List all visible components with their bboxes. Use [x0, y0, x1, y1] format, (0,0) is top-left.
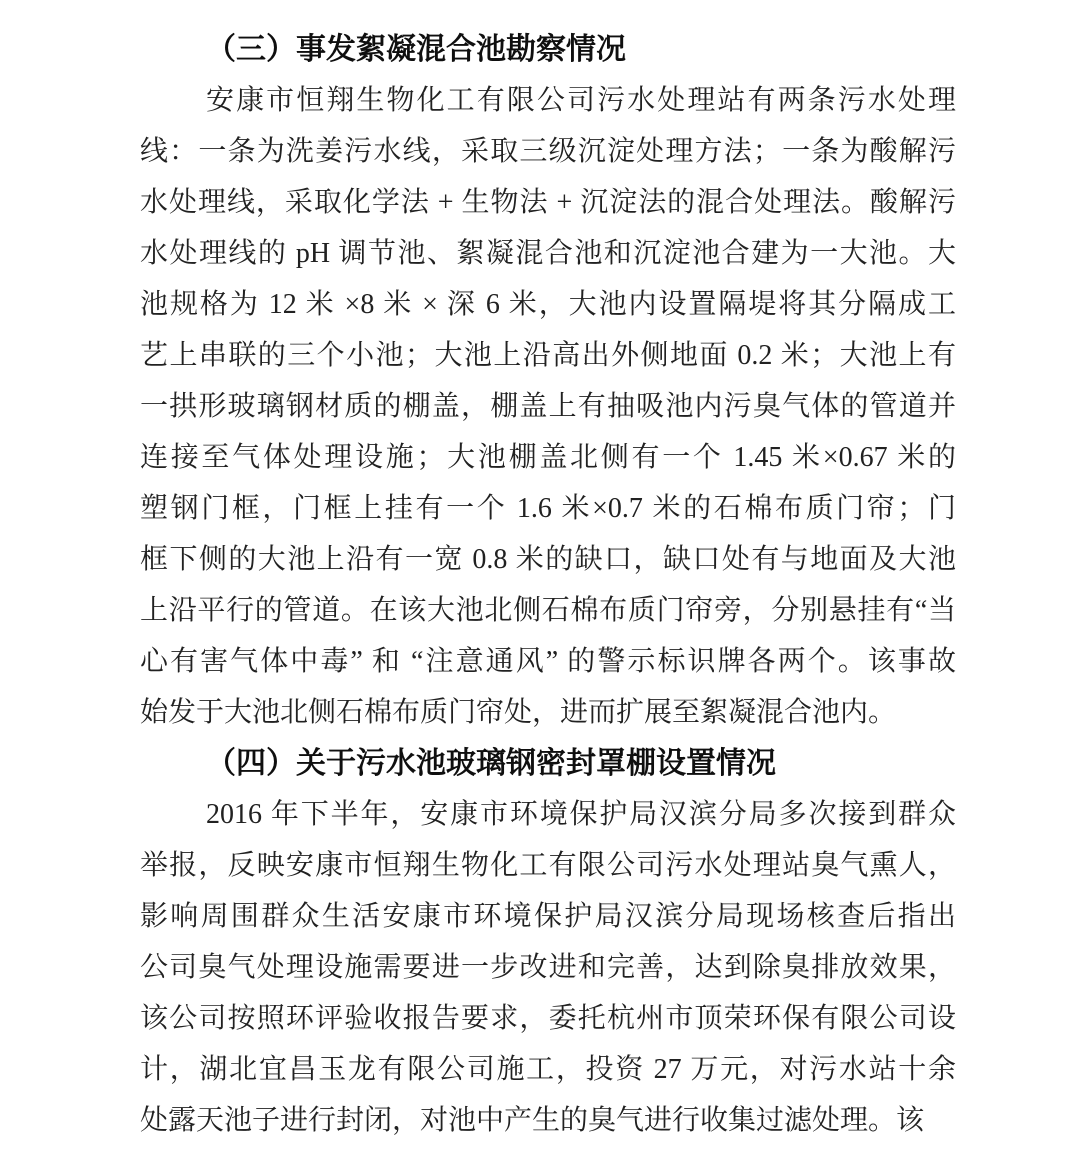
text-line: 上沿平行的管道。在该大池北侧石棉布质门帘旁，分别悬挂有“当	[140, 595, 956, 626]
text-line: 处露天池子进行封闭，对池中产生的臭气进行收集过滤处理。该	[140, 1105, 925, 1136]
text-line: 影响周围群众生活安康市环境保护局汉滨分局现场核查后指出	[140, 901, 956, 932]
section-heading: （四）关于污水池玻璃钢密封罩棚设置情况	[206, 747, 776, 780]
text-line: 线：一条为洗姜污水线，采取三级沉淀处理方法；一条为酸解污	[140, 136, 956, 167]
text-line: 水处理线，采取化学法 + 生物法 + 沉淀法的混合处理法。酸解污	[140, 187, 956, 218]
text-line: 2016 年下半年，安康市环境保护局汉滨分局多次接到群众	[206, 799, 956, 830]
text-line: 塑钢门框，门框上挂有一个 1.6 米×0.7 米的石棉布质门帘；门	[140, 493, 956, 524]
text-line: 安康市恒翔生物化工有限公司污水处理站有两条污水处理	[206, 85, 956, 116]
paragraph	[140, 789, 956, 1146]
text-line: 心有害气体中毒” 和 “注意通风” 的警示标识牌各两个。该事故	[140, 646, 956, 677]
paragraph	[140, 75, 956, 738]
text-line: 一拱形玻璃钢材质的棚盖，棚盖上有抽吸池内污臭气体的管道并	[140, 391, 956, 422]
text-line: 举报，反映安康市恒翔生物化工有限公司污水处理站臭气熏人，	[140, 850, 956, 881]
document-body	[140, 24, 956, 1146]
text-line: 水处理线的 pH 调节池、絮凝混合池和沉淀池合建为一大池。大	[140, 238, 956, 269]
text-line: 艺上串联的三个小池；大池上沿高出外侧地面 0.2 米；大池上有	[140, 340, 956, 371]
text-line: 框下侧的大池上沿有一宽 0.8 米的缺口，缺口处有与地面及大池	[140, 544, 956, 575]
text-line: 公司臭气处理设施需要进一步改进和完善，达到除臭排放效果，	[140, 952, 956, 983]
text-line: 始发于大池北侧石棉布质门帘处，进而扩展至絮凝混合池内。	[140, 697, 897, 728]
text-line: 该公司按照环评验收报告要求，委托杭州市顶荣环保有限公司设	[140, 1003, 956, 1034]
text-line: 连接至气体处理设施；大池棚盖北侧有一个 1.45 米×0.67 米的	[140, 442, 956, 473]
text-line: 池规格为 12 米 ×8 米 × 深 6 米，大池内设置隔堤将其分隔成工	[140, 289, 956, 320]
section-heading: （三）事发絮凝混合池勘察情况	[206, 33, 626, 66]
text-line: 计，湖北宜昌玉龙有限公司施工，投资 27 万元，对污水站十余	[140, 1054, 956, 1085]
